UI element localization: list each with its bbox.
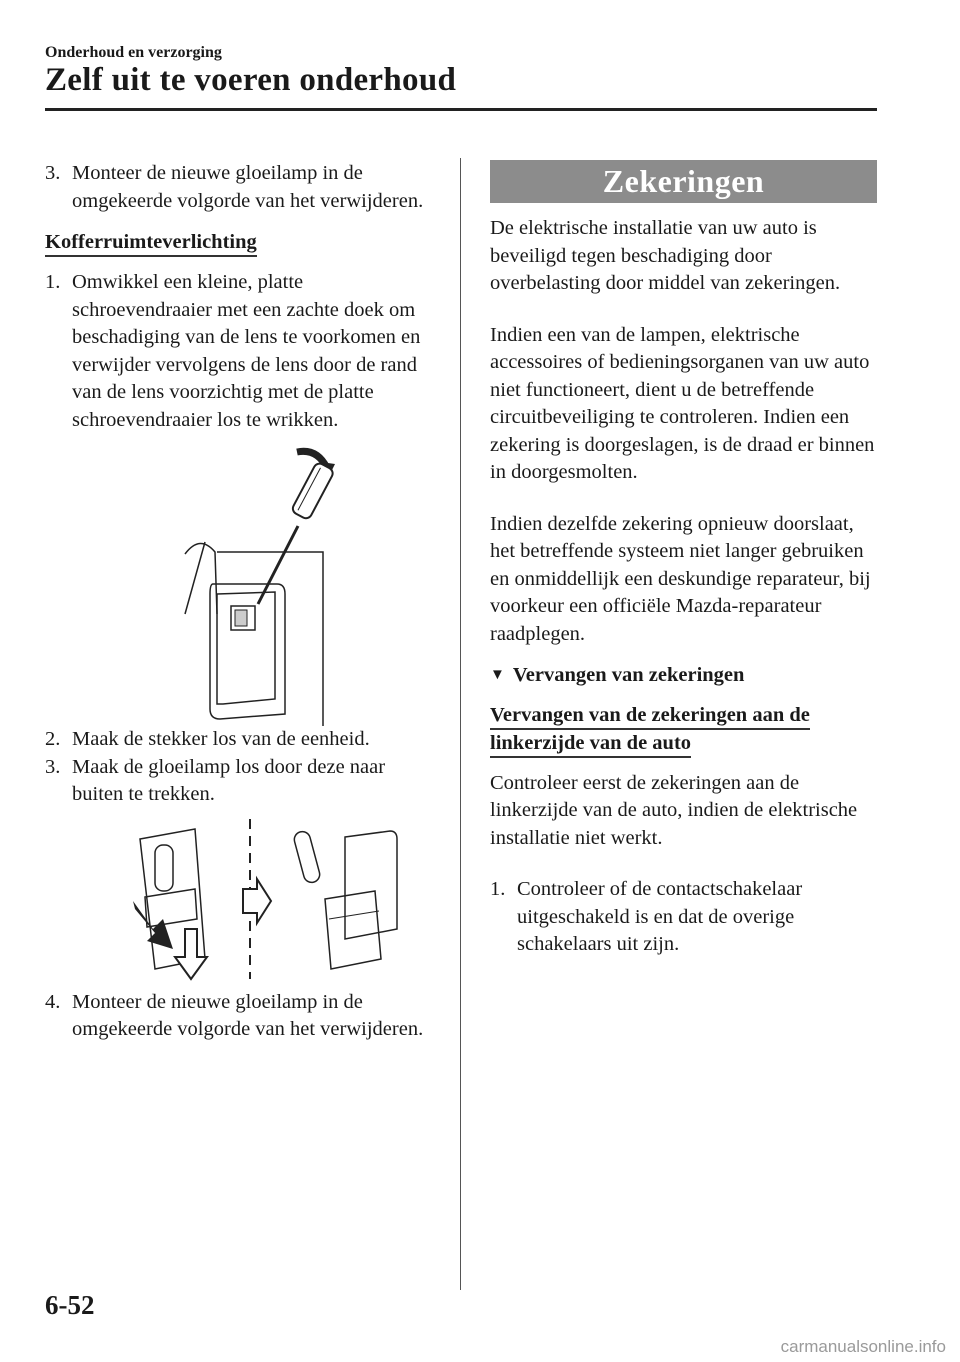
section-label: Onderhoud en verzorging <box>45 44 222 61</box>
sub-heading-zekeringen-line2: linkerzijde van de auto <box>490 731 691 758</box>
paragraph: De elektrische installatie van uw auto is beveiligd tegen beschadiging door overbelasting door middel van zekeringen. <box>490 217 841 294</box>
screwdriver-lens-figure <box>45 434 440 726</box>
step-number: 1. <box>490 878 506 900</box>
step-text: Omwikkel een kleine, platte schroevendraaier met een zachte doek om beschadiging van de lens te voorkomen en verwijder vervolgens de lens door de rand van de lens voorzichtig met de platte schroevendraaier los te wrikken. <box>72 271 421 431</box>
down-triangle-icon: ▼ <box>490 667 505 683</box>
page-number: 6-52 <box>45 1290 95 1320</box>
step-item <box>45 989 440 1044</box>
step-item <box>45 726 440 754</box>
watermark: carmanualsonline.info <box>780 1337 946 1356</box>
bulb-removal-figure <box>45 809 440 989</box>
column-divider <box>460 158 461 1290</box>
sub-heading-kofferruimte: Kofferruimteverlichting <box>45 230 257 257</box>
step-text: Controleer of de contactschakelaar uitgeschakeld is en dat de overige schakelaars uit zijn. <box>517 878 803 955</box>
step-number: 4. <box>45 990 61 1013</box>
left-column <box>45 160 440 1044</box>
step-number: 1. <box>45 271 61 293</box>
step-text: Maak de gloeilamp los door deze naar buiten te trekken. <box>72 755 386 805</box>
step-item <box>45 754 440 809</box>
step-text: Monteer de nieuwe gloeilamp in de omgekeerde volgorde van het verwijderen. <box>72 162 424 212</box>
paragraph: Controleer eerst de zekeringen aan de linkerzijde van de auto, indien de elektrische installatie niet werkt. <box>490 771 858 849</box>
step-number: 2. <box>45 728 61 750</box>
title-rule <box>45 108 877 111</box>
triangle-heading <box>490 662 880 690</box>
step-text: Monteer de nieuwe gloeilamp in de omgekeerde volgorde van het verwijderen. <box>72 990 424 1040</box>
paragraph: Indien een van de lampen, elektrische accessoires of bedieningsorganen van uw auto niet functioneert, dient u de betreffende circuitbeveiliging te controleren. Indien een zekering is doorgeslagen, is de draad er binnen in doorgesmolten. <box>490 323 875 483</box>
sub-heading-zekeringen-line1: Vervangen van de zekeringen aan de <box>490 703 810 730</box>
section-banner: Zekeringen <box>490 160 877 203</box>
step-text: Maak de stekker los van de eenheid. <box>72 728 370 750</box>
step-number: 3. <box>45 755 61 778</box>
triangle-heading-text: Vervangen van zekeringen <box>512 664 745 686</box>
chapter-title: Zelf uit te voeren onderhoud <box>45 62 457 98</box>
step-item <box>45 269 440 434</box>
step-number: 3. <box>45 162 61 184</box>
right-column <box>490 160 880 959</box>
step-item <box>490 876 880 959</box>
step-item <box>45 160 440 215</box>
paragraph: Indien dezelfde zekering opnieuw doorslaat, het betreffende systeem niet langer gebruiken en onmiddellijk een deskundige reparateur, bij voorkeur een officiële Mazda-reparateur raadplegen. <box>490 512 871 645</box>
